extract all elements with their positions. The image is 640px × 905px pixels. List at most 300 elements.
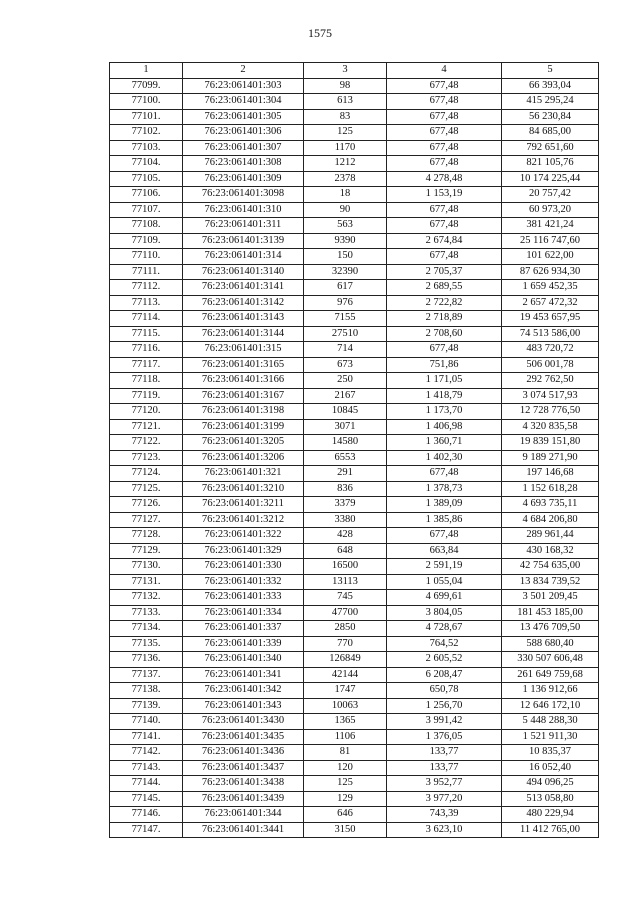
area-cell: 976	[304, 295, 387, 311]
area-cell: 7155	[304, 311, 387, 327]
rate-cell: 3 804,05	[387, 605, 502, 621]
column-header-1: 1	[110, 63, 183, 79]
table-row	[110, 311, 599, 327]
table-row	[110, 807, 599, 823]
value-cell: 3 074 517,93	[502, 388, 599, 404]
value-cell: 381 421,24	[502, 218, 599, 234]
value-cell: 483 720,72	[502, 342, 599, 358]
rate-cell: 764,52	[387, 636, 502, 652]
table-row	[110, 667, 599, 683]
table-row	[110, 435, 599, 451]
rate-cell: 1 402,30	[387, 450, 502, 466]
value-cell: 12 646 172,10	[502, 698, 599, 714]
value-cell: 56 230,84	[502, 109, 599, 125]
table-row	[110, 109, 599, 125]
row-number-cell: 77130.	[110, 559, 183, 575]
row-number-cell: 77136.	[110, 652, 183, 668]
value-cell: 181 453 185,00	[502, 605, 599, 621]
row-number-cell: 77126.	[110, 497, 183, 513]
rate-cell: 1 378,73	[387, 481, 502, 497]
rate-cell: 1 385,86	[387, 512, 502, 528]
registry-table	[109, 62, 599, 838]
row-number-cell: 77124.	[110, 466, 183, 482]
table-row	[110, 202, 599, 218]
row-number-cell: 77116.	[110, 342, 183, 358]
area-cell: 836	[304, 481, 387, 497]
rate-cell: 3 991,42	[387, 714, 502, 730]
table-row	[110, 218, 599, 234]
rate-cell: 1 406,98	[387, 419, 502, 435]
rate-cell: 663,84	[387, 543, 502, 559]
row-number-cell: 77147.	[110, 822, 183, 838]
area-cell: 613	[304, 94, 387, 110]
rate-cell: 1 418,79	[387, 388, 502, 404]
cadastral-number-cell: 76:23:061401:3441	[183, 822, 304, 838]
row-number-cell: 77105.	[110, 171, 183, 187]
table-row	[110, 249, 599, 265]
cadastral-number-cell: 76:23:061401:332	[183, 574, 304, 590]
cadastral-number-cell: 76:23:061401:333	[183, 590, 304, 606]
table-body	[110, 78, 599, 838]
cadastral-number-cell: 76:23:061401:307	[183, 140, 304, 156]
table-row	[110, 295, 599, 311]
value-cell: 588 680,40	[502, 636, 599, 652]
table-row	[110, 419, 599, 435]
value-cell: 513 058,80	[502, 791, 599, 807]
area-cell: 3380	[304, 512, 387, 528]
area-cell: 16500	[304, 559, 387, 575]
rate-cell: 1 153,19	[387, 187, 502, 203]
area-cell: 646	[304, 807, 387, 823]
row-number-cell: 77108.	[110, 218, 183, 234]
area-cell: 129	[304, 791, 387, 807]
cadastral-number-cell: 76:23:061401:3098	[183, 187, 304, 203]
area-cell: 13113	[304, 574, 387, 590]
table-row	[110, 373, 599, 389]
table-row	[110, 388, 599, 404]
header-row	[110, 63, 599, 79]
table-row	[110, 140, 599, 156]
value-cell: 19 839 151,80	[502, 435, 599, 451]
area-cell: 32390	[304, 264, 387, 280]
area-cell: 714	[304, 342, 387, 358]
cadastral-number-cell: 76:23:061401:3139	[183, 233, 304, 249]
cadastral-number-cell: 76:23:061401:314	[183, 249, 304, 265]
table-row	[110, 574, 599, 590]
table-row	[110, 357, 599, 373]
cadastral-number-cell: 76:23:061401:344	[183, 807, 304, 823]
value-cell: 66 393,04	[502, 78, 599, 94]
cadastral-number-cell: 76:23:061401:329	[183, 543, 304, 559]
cadastral-number-cell: 76:23:061401:334	[183, 605, 304, 621]
rate-cell: 677,48	[387, 218, 502, 234]
table-row	[110, 822, 599, 838]
row-number-cell: 77144.	[110, 776, 183, 792]
column-header-4: 4	[387, 63, 502, 79]
table-row	[110, 636, 599, 652]
page-number: 1575	[308, 26, 332, 40]
cadastral-number-cell: 76:23:061401:3439	[183, 791, 304, 807]
cadastral-number-cell: 76:23:061401:321	[183, 466, 304, 482]
table-row	[110, 264, 599, 280]
cadastral-number-cell: 76:23:061401:3140	[183, 264, 304, 280]
table-row	[110, 745, 599, 761]
table-row	[110, 78, 599, 94]
value-cell: 792 651,60	[502, 140, 599, 156]
row-number-cell: 77121.	[110, 419, 183, 435]
cadastral-number-cell: 76:23:061401:3212	[183, 512, 304, 528]
row-number-cell: 77138.	[110, 683, 183, 699]
cadastral-number-cell: 76:23:061401:3143	[183, 311, 304, 327]
cadastral-number-cell: 76:23:061401:3166	[183, 373, 304, 389]
row-number-cell: 77143.	[110, 760, 183, 776]
rate-cell: 3 623,10	[387, 822, 502, 838]
area-cell: 14580	[304, 435, 387, 451]
area-cell: 90	[304, 202, 387, 218]
row-number-cell: 77110.	[110, 249, 183, 265]
value-cell: 20 757,42	[502, 187, 599, 203]
cadastral-number-cell: 76:23:061401:311	[183, 218, 304, 234]
value-cell: 821 105,76	[502, 156, 599, 172]
row-number-cell: 77104.	[110, 156, 183, 172]
cadastral-number-cell: 76:23:061401:343	[183, 698, 304, 714]
cadastral-number-cell: 76:23:061401:306	[183, 125, 304, 141]
cadastral-number-cell: 76:23:061401:340	[183, 652, 304, 668]
area-cell: 1365	[304, 714, 387, 730]
area-cell: 648	[304, 543, 387, 559]
cadastral-number-cell: 76:23:061401:322	[183, 528, 304, 544]
row-number-cell: 77117.	[110, 357, 183, 373]
value-cell: 1 521 911,30	[502, 729, 599, 745]
value-cell: 101 622,00	[502, 249, 599, 265]
rate-cell: 4 728,67	[387, 621, 502, 637]
table-row	[110, 404, 599, 420]
cadastral-number-cell: 76:23:061401:3435	[183, 729, 304, 745]
rate-cell: 677,48	[387, 125, 502, 141]
value-cell: 42 754 635,00	[502, 559, 599, 575]
rate-cell: 2 591,19	[387, 559, 502, 575]
cadastral-number-cell: 76:23:061401:3436	[183, 745, 304, 761]
value-cell: 289 961,44	[502, 528, 599, 544]
area-cell: 250	[304, 373, 387, 389]
area-cell: 10063	[304, 698, 387, 714]
rate-cell: 1 256,70	[387, 698, 502, 714]
area-cell: 27510	[304, 326, 387, 342]
rate-cell: 3 977,20	[387, 791, 502, 807]
area-cell: 3379	[304, 497, 387, 513]
value-cell: 84 685,00	[502, 125, 599, 141]
value-cell: 292 762,50	[502, 373, 599, 389]
cadastral-number-cell: 76:23:061401:330	[183, 559, 304, 575]
value-cell: 1 659 452,35	[502, 280, 599, 296]
value-cell: 11 412 765,00	[502, 822, 599, 838]
rate-cell: 2 708,60	[387, 326, 502, 342]
value-cell: 3 501 209,45	[502, 590, 599, 606]
row-number-cell: 77125.	[110, 481, 183, 497]
value-cell: 494 096,25	[502, 776, 599, 792]
rate-cell: 2 718,89	[387, 311, 502, 327]
rate-cell: 677,48	[387, 202, 502, 218]
rate-cell: 677,48	[387, 156, 502, 172]
table-row	[110, 481, 599, 497]
row-number-cell: 77146.	[110, 807, 183, 823]
row-number-cell: 77122.	[110, 435, 183, 451]
area-cell: 1106	[304, 729, 387, 745]
rate-cell: 133,77	[387, 760, 502, 776]
rate-cell: 2 605,52	[387, 652, 502, 668]
table-row	[110, 497, 599, 513]
rate-cell: 1 376,05	[387, 729, 502, 745]
cadastral-number-cell: 76:23:061401:3165	[183, 357, 304, 373]
cadastral-number-cell: 76:23:061401:3438	[183, 776, 304, 792]
rate-cell: 4 699,61	[387, 590, 502, 606]
row-number-cell: 77134.	[110, 621, 183, 637]
value-cell: 13 476 709,50	[502, 621, 599, 637]
rate-cell: 3 952,77	[387, 776, 502, 792]
table-row	[110, 342, 599, 358]
area-cell: 120	[304, 760, 387, 776]
rate-cell: 677,48	[387, 94, 502, 110]
table-row	[110, 280, 599, 296]
rate-cell: 743,39	[387, 807, 502, 823]
row-number-cell: 77133.	[110, 605, 183, 621]
value-cell: 2 657 472,32	[502, 295, 599, 311]
rate-cell: 677,48	[387, 528, 502, 544]
row-number-cell: 77119.	[110, 388, 183, 404]
rate-cell: 751,86	[387, 357, 502, 373]
area-cell: 126849	[304, 652, 387, 668]
column-header-3: 3	[304, 63, 387, 79]
table-row	[110, 621, 599, 637]
row-number-cell: 77118.	[110, 373, 183, 389]
table-row	[110, 450, 599, 466]
cadastral-number-cell: 76:23:061401:342	[183, 683, 304, 699]
table-row	[110, 466, 599, 482]
cadastral-number-cell: 76:23:061401:3205	[183, 435, 304, 451]
cadastral-number-cell: 76:23:061401:337	[183, 621, 304, 637]
cadastral-number-cell: 76:23:061401:309	[183, 171, 304, 187]
value-cell: 415 295,24	[502, 94, 599, 110]
row-number-cell: 77102.	[110, 125, 183, 141]
table-row	[110, 156, 599, 172]
cadastral-number-cell: 76:23:061401:341	[183, 667, 304, 683]
area-cell: 673	[304, 357, 387, 373]
rate-cell: 677,48	[387, 466, 502, 482]
area-cell: 291	[304, 466, 387, 482]
value-cell: 13 834 739,52	[502, 574, 599, 590]
table-row	[110, 512, 599, 528]
rate-cell: 1 389,09	[387, 497, 502, 513]
rate-cell: 677,48	[387, 78, 502, 94]
area-cell: 1212	[304, 156, 387, 172]
table-row	[110, 776, 599, 792]
area-cell: 83	[304, 109, 387, 125]
area-cell: 617	[304, 280, 387, 296]
table-row	[110, 171, 599, 187]
value-cell: 4 684 206,80	[502, 512, 599, 528]
cadastral-number-cell: 76:23:061401:3211	[183, 497, 304, 513]
row-number-cell: 77141.	[110, 729, 183, 745]
area-cell: 428	[304, 528, 387, 544]
value-cell: 480 229,94	[502, 807, 599, 823]
cadastral-number-cell: 76:23:061401:3144	[183, 326, 304, 342]
table-row	[110, 698, 599, 714]
area-cell: 2378	[304, 171, 387, 187]
column-header-5: 5	[502, 63, 599, 79]
area-cell: 9390	[304, 233, 387, 249]
area-cell: 1170	[304, 140, 387, 156]
area-cell: 47700	[304, 605, 387, 621]
value-cell: 19 453 657,95	[502, 311, 599, 327]
value-cell: 74 513 586,00	[502, 326, 599, 342]
area-cell: 2850	[304, 621, 387, 637]
row-number-cell: 77099.	[110, 78, 183, 94]
row-number-cell: 77111.	[110, 264, 183, 280]
rate-cell: 2 722,82	[387, 295, 502, 311]
table-row	[110, 714, 599, 730]
cadastral-number-cell: 76:23:061401:315	[183, 342, 304, 358]
value-cell: 16 052,40	[502, 760, 599, 776]
row-number-cell: 77128.	[110, 528, 183, 544]
value-cell: 197 146,68	[502, 466, 599, 482]
cadastral-number-cell: 76:23:061401:3167	[183, 388, 304, 404]
value-cell: 10 835,37	[502, 745, 599, 761]
cadastral-number-cell: 76:23:061401:310	[183, 202, 304, 218]
table-row	[110, 326, 599, 342]
rate-cell: 4 278,48	[387, 171, 502, 187]
value-cell: 330 507 606,48	[502, 652, 599, 668]
area-cell: 3071	[304, 419, 387, 435]
cadastral-number-cell: 76:23:061401:3141	[183, 280, 304, 296]
rate-cell: 650,78	[387, 683, 502, 699]
rate-cell: 2 689,55	[387, 280, 502, 296]
table-row	[110, 760, 599, 776]
area-cell: 125	[304, 125, 387, 141]
cadastral-number-cell: 76:23:061401:3142	[183, 295, 304, 311]
table-row	[110, 233, 599, 249]
value-cell: 506 001,78	[502, 357, 599, 373]
area-cell: 81	[304, 745, 387, 761]
rate-cell: 2 674,84	[387, 233, 502, 249]
cadastral-number-cell: 76:23:061401:3437	[183, 760, 304, 776]
row-number-cell: 77107.	[110, 202, 183, 218]
rate-cell: 6 208,47	[387, 667, 502, 683]
row-number-cell: 77114.	[110, 311, 183, 327]
row-number-cell: 77109.	[110, 233, 183, 249]
row-number-cell: 77127.	[110, 512, 183, 528]
column-header-2: 2	[183, 63, 304, 79]
area-cell: 150	[304, 249, 387, 265]
value-cell: 87 626 934,30	[502, 264, 599, 280]
area-cell: 2167	[304, 388, 387, 404]
value-cell: 1 136 912,66	[502, 683, 599, 699]
area-cell: 98	[304, 78, 387, 94]
area-cell: 745	[304, 590, 387, 606]
area-cell: 6553	[304, 450, 387, 466]
area-cell: 10845	[304, 404, 387, 420]
row-number-cell: 77103.	[110, 140, 183, 156]
table-row	[110, 528, 599, 544]
value-cell: 430 168,32	[502, 543, 599, 559]
rate-cell: 1 055,04	[387, 574, 502, 590]
table-header	[110, 63, 599, 79]
rate-cell: 1 171,05	[387, 373, 502, 389]
value-cell: 60 973,20	[502, 202, 599, 218]
cadastral-number-cell: 76:23:061401:339	[183, 636, 304, 652]
value-cell: 25 116 747,60	[502, 233, 599, 249]
value-cell: 10 174 225,44	[502, 171, 599, 187]
cadastral-number-cell: 76:23:061401:304	[183, 94, 304, 110]
area-cell: 1747	[304, 683, 387, 699]
area-cell: 770	[304, 636, 387, 652]
row-number-cell: 77140.	[110, 714, 183, 730]
rate-cell: 677,48	[387, 140, 502, 156]
table-row	[110, 543, 599, 559]
area-cell: 42144	[304, 667, 387, 683]
rate-cell: 677,48	[387, 109, 502, 125]
table-row	[110, 791, 599, 807]
value-cell: 12 728 776,50	[502, 404, 599, 420]
table-row	[110, 652, 599, 668]
value-cell: 5 448 288,30	[502, 714, 599, 730]
row-number-cell: 77115.	[110, 326, 183, 342]
cadastral-number-cell: 76:23:061401:3206	[183, 450, 304, 466]
cadastral-number-cell: 76:23:061401:303	[183, 78, 304, 94]
table-row	[110, 125, 599, 141]
table-row	[110, 187, 599, 203]
row-number-cell: 77137.	[110, 667, 183, 683]
value-cell: 4 320 835,58	[502, 419, 599, 435]
rate-cell: 2 705,37	[387, 264, 502, 280]
cadastral-number-cell: 76:23:061401:308	[183, 156, 304, 172]
table-row	[110, 683, 599, 699]
cadastral-number-cell: 76:23:061401:3430	[183, 714, 304, 730]
row-number-cell: 77129.	[110, 543, 183, 559]
rate-cell: 133,77	[387, 745, 502, 761]
cadastral-number-cell: 76:23:061401:3198	[183, 404, 304, 420]
table-row	[110, 94, 599, 110]
rate-cell: 677,48	[387, 342, 502, 358]
row-number-cell: 77113.	[110, 295, 183, 311]
area-cell: 3150	[304, 822, 387, 838]
table-row	[110, 590, 599, 606]
cadastral-number-cell: 76:23:061401:3199	[183, 419, 304, 435]
rate-cell: 1 360,71	[387, 435, 502, 451]
row-number-cell: 77139.	[110, 698, 183, 714]
rate-cell: 1 173,70	[387, 404, 502, 420]
table-row	[110, 605, 599, 621]
area-cell: 18	[304, 187, 387, 203]
row-number-cell: 77120.	[110, 404, 183, 420]
row-number-cell: 77142.	[110, 745, 183, 761]
row-number-cell: 77112.	[110, 280, 183, 296]
rate-cell: 677,48	[387, 249, 502, 265]
table-row	[110, 729, 599, 745]
row-number-cell: 77145.	[110, 791, 183, 807]
row-number-cell: 77131.	[110, 574, 183, 590]
row-number-cell: 77132.	[110, 590, 183, 606]
cadastral-number-cell: 76:23:061401:305	[183, 109, 304, 125]
cadastral-number-cell: 76:23:061401:3210	[183, 481, 304, 497]
row-number-cell: 77106.	[110, 187, 183, 203]
row-number-cell: 77101.	[110, 109, 183, 125]
area-cell: 125	[304, 776, 387, 792]
area-cell: 563	[304, 218, 387, 234]
value-cell: 261 649 759,68	[502, 667, 599, 683]
row-number-cell: 77135.	[110, 636, 183, 652]
value-cell: 4 693 735,11	[502, 497, 599, 513]
row-number-cell: 77123.	[110, 450, 183, 466]
